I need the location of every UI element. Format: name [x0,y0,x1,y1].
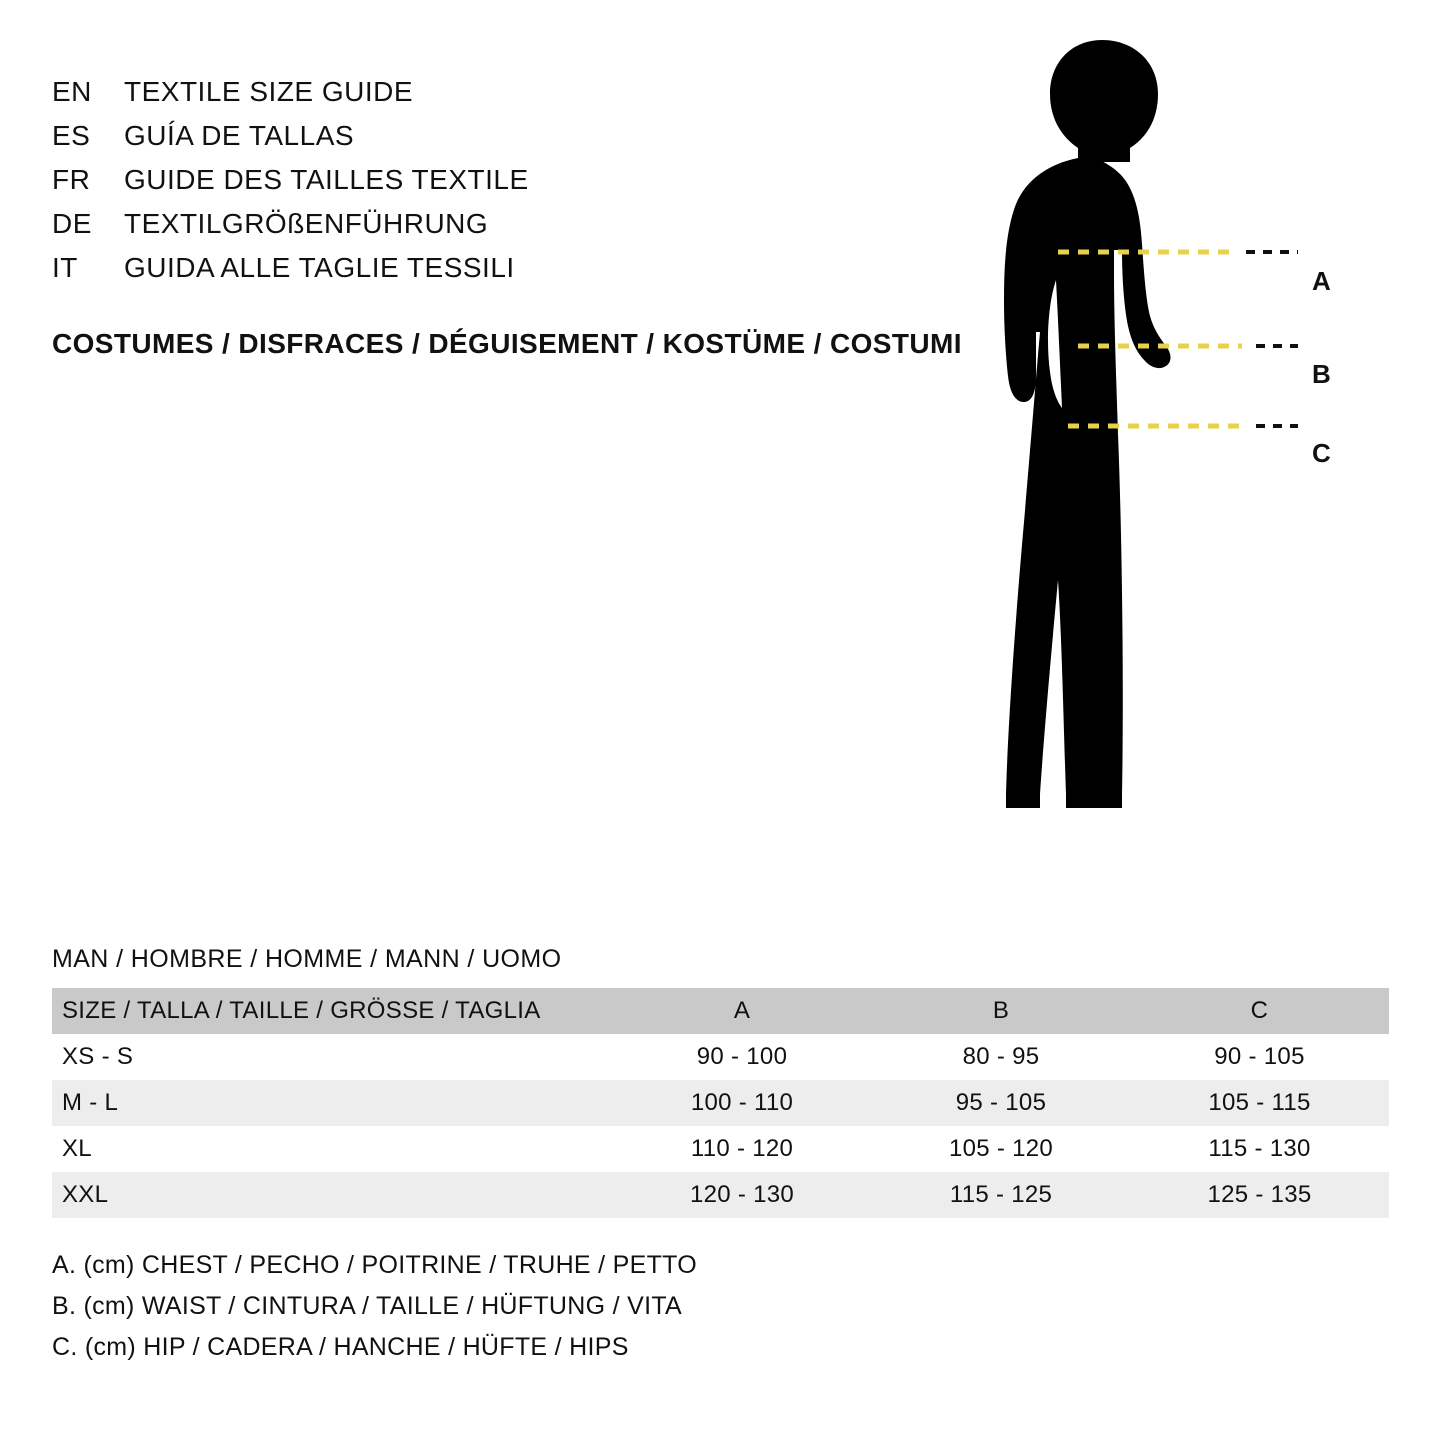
language-list [52,70,952,290]
cell-size: XS - S [52,1034,612,1080]
language-code: ES [52,120,91,151]
cell-c: 90 - 105 [1130,1034,1389,1080]
language-code: IT [52,252,78,283]
language-text: TEXTILE SIZE GUIDE [124,76,414,107]
language-row [52,70,952,114]
column-header-a: A [612,988,872,1034]
marker-label-c: C [1312,438,1331,468]
cell-size: XXL [52,1172,612,1218]
cell-a: 120 - 130 [612,1172,872,1218]
column-header-c: C [1130,988,1389,1034]
cell-size: M - L [52,1080,612,1126]
size-table-section [52,945,1397,1218]
cell-b: 80 - 95 [872,1034,1130,1080]
cell-c: 125 - 135 [1130,1172,1389,1218]
table-row [52,1172,1389,1218]
column-header-size: SIZE / TALLA / TAILLE / GRÖSSE / TAGLIA [52,988,612,1034]
marker-label-b: B [1312,359,1331,389]
language-row [52,202,952,246]
body-figure [960,30,1380,900]
column-header-b: B [872,988,1130,1034]
language-code: FR [52,164,91,195]
marker-label-a: A [1312,266,1331,296]
table-row [52,1080,1389,1126]
legend-row-a: A. (cm) CHEST / PECHO / POITRINE / TRUHE / PETTO [52,1251,698,1279]
cell-b: 95 - 105 [872,1080,1130,1126]
table-row [52,1034,1389,1080]
language-text: GUIDE DES TAILLES TEXTILE [124,164,529,195]
table-body [52,1034,1389,1218]
language-text: GUÍA DE TALLAS [124,120,355,151]
language-row [52,246,952,290]
table-head [52,988,1389,1034]
language-code: EN [52,76,92,107]
cell-c: 115 - 130 [1130,1126,1389,1172]
table-row [52,1126,1389,1172]
cell-a: 100 - 110 [612,1080,872,1126]
language-text: TEXTILGRÖßENFÜHRUNG [124,208,489,239]
cell-a: 90 - 100 [612,1034,872,1080]
table-caption: MAN / HOMBRE / HOMME / MANN / UOMO [52,945,562,973]
cell-c: 105 - 115 [1130,1080,1389,1126]
language-row [52,158,952,202]
language-code: DE [52,208,92,239]
measurement-legend [52,1245,697,1368]
legend-row-b: B. (cm) WAIST / CINTURA / TAILLE / HÜFTUNG / VITA [52,1292,683,1320]
cell-a: 110 - 120 [612,1126,872,1172]
language-text: GUIDA ALLE TAGLIE TESSILI [124,252,515,283]
language-row [52,114,952,158]
table-header-row [52,988,1389,1034]
size-table [52,988,1389,1218]
cell-size: XL [52,1126,612,1172]
category-title: COSTUMES / DISFRACES / DÉGUISEMENT / KOSTÜME / COSTUMI [52,328,962,359]
cell-b: 115 - 125 [872,1172,1130,1218]
legend-row-c: C. (cm) HIP / CADERA / HANCHE / HÜFTE / HIPS [52,1333,629,1361]
cell-b: 105 - 120 [872,1126,1130,1172]
